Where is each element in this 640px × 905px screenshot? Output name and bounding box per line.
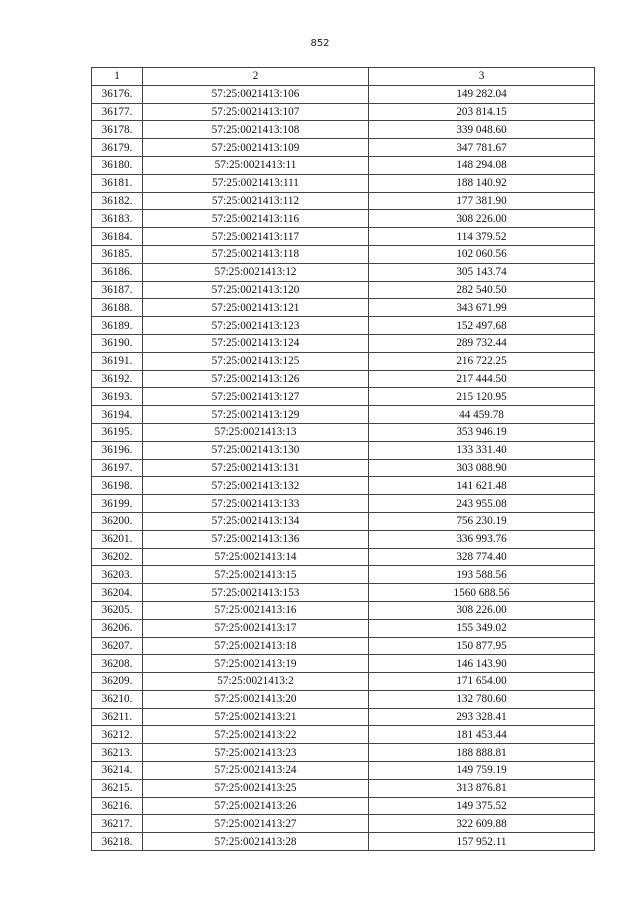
table-row bbox=[92, 85, 595, 103]
row-number-cell: 36207. bbox=[92, 637, 143, 655]
row-number-cell: 36187. bbox=[92, 281, 143, 299]
column-header-2: 2 bbox=[143, 68, 369, 86]
cadastral-value-cell: 336 993.76 bbox=[369, 530, 595, 548]
cadastral-value-cell: 141 621.48 bbox=[369, 477, 595, 495]
cadastral-number-cell: 57:25:0021413:131 bbox=[143, 459, 369, 477]
table-row bbox=[92, 174, 595, 192]
cadastral-value-cell: 216 722.25 bbox=[369, 352, 595, 370]
table-row bbox=[92, 334, 595, 352]
row-number-cell: 36217. bbox=[92, 815, 143, 833]
cadastral-number-cell: 57:25:0021413:11 bbox=[143, 156, 369, 174]
cadastral-value-cell: 353 946.19 bbox=[369, 423, 595, 441]
row-number-cell: 36176. bbox=[92, 85, 143, 103]
table-row bbox=[92, 726, 595, 744]
cadastral-value-cell: 756 230.19 bbox=[369, 512, 595, 530]
cadastral-value-cell: 293 328.41 bbox=[369, 708, 595, 726]
cadastral-value-cell: 305 143.74 bbox=[369, 263, 595, 281]
row-number-cell: 36177. bbox=[92, 103, 143, 121]
cadastral-value-cell: 152 497.68 bbox=[369, 317, 595, 335]
row-number-cell: 36214. bbox=[92, 762, 143, 780]
row-number-cell: 36218. bbox=[92, 833, 143, 851]
cadastral-value-cell: 328 774.40 bbox=[369, 548, 595, 566]
cadastral-value-cell: 215 120.95 bbox=[369, 388, 595, 406]
cadastral-number-cell: 57:25:0021413:2 bbox=[143, 673, 369, 691]
cadastral-value-cell: 308 226.00 bbox=[369, 601, 595, 619]
row-number-cell: 36191. bbox=[92, 352, 143, 370]
cadastral-number-cell: 57:25:0021413:112 bbox=[143, 192, 369, 210]
row-number-cell: 36201. bbox=[92, 530, 143, 548]
table-row bbox=[92, 406, 595, 424]
row-number-cell: 36215. bbox=[92, 779, 143, 797]
table-row bbox=[92, 477, 595, 495]
row-number-cell: 36213. bbox=[92, 744, 143, 762]
cadastral-value-cell: 133 331.40 bbox=[369, 441, 595, 459]
row-number-cell: 36186. bbox=[92, 263, 143, 281]
table-header-row bbox=[92, 68, 595, 86]
table-row bbox=[92, 601, 595, 619]
cadastral-value-cell: 149 282.04 bbox=[369, 85, 595, 103]
row-number-cell: 36181. bbox=[92, 174, 143, 192]
row-number-cell: 36192. bbox=[92, 370, 143, 388]
row-number-cell: 36208. bbox=[92, 655, 143, 673]
cadastral-value-cell: 102 060.56 bbox=[369, 245, 595, 263]
cadastral-number-cell: 57:25:0021413:12 bbox=[143, 263, 369, 281]
cadastral-number-cell: 57:25:0021413:111 bbox=[143, 174, 369, 192]
cadastral-number-cell: 57:25:0021413:27 bbox=[143, 815, 369, 833]
cadastral-number-cell: 57:25:0021413:124 bbox=[143, 334, 369, 352]
table-row bbox=[92, 690, 595, 708]
cadastral-value-cell: 303 088.90 bbox=[369, 459, 595, 477]
cadastral-number-cell: 57:25:0021413:108 bbox=[143, 121, 369, 139]
cadastral-number-cell: 57:25:0021413:16 bbox=[143, 601, 369, 619]
cadastral-number-cell: 57:25:0021413:118 bbox=[143, 245, 369, 263]
table-row bbox=[92, 530, 595, 548]
table-row bbox=[92, 459, 595, 477]
cadastral-number-cell: 57:25:0021413:117 bbox=[143, 228, 369, 246]
row-number-cell: 36209. bbox=[92, 673, 143, 691]
table-row bbox=[92, 121, 595, 139]
row-number-cell: 36180. bbox=[92, 156, 143, 174]
table-row bbox=[92, 655, 595, 673]
table-row bbox=[92, 299, 595, 317]
cadastral-value-cell: 217 444.50 bbox=[369, 370, 595, 388]
cadastral-number-cell: 57:25:0021413:19 bbox=[143, 655, 369, 673]
row-number-cell: 36182. bbox=[92, 192, 143, 210]
cadastral-number-cell: 57:25:0021413:23 bbox=[143, 744, 369, 762]
table-row bbox=[92, 192, 595, 210]
table-row bbox=[92, 584, 595, 602]
cadastral-number-cell: 57:25:0021413:126 bbox=[143, 370, 369, 388]
row-number-cell: 36196. bbox=[92, 441, 143, 459]
cadastral-value-cell: 155 349.02 bbox=[369, 619, 595, 637]
cadastral-number-cell: 57:25:0021413:26 bbox=[143, 797, 369, 815]
row-number-cell: 36204. bbox=[92, 584, 143, 602]
row-number-cell: 36202. bbox=[92, 548, 143, 566]
cadastral-number-cell: 57:25:0021413:22 bbox=[143, 726, 369, 744]
table-row bbox=[92, 637, 595, 655]
table-body bbox=[92, 85, 595, 850]
cadastral-number-cell: 57:25:0021413:107 bbox=[143, 103, 369, 121]
row-number-cell: 36199. bbox=[92, 495, 143, 513]
cadastral-value-cell: 150 877.95 bbox=[369, 637, 595, 655]
cadastral-value-cell: 188 140.92 bbox=[369, 174, 595, 192]
column-header-1: 1 bbox=[92, 68, 143, 86]
table-row bbox=[92, 744, 595, 762]
cadastral-number-cell: 57:25:0021413:132 bbox=[143, 477, 369, 495]
cadastral-number-cell: 57:25:0021413:14 bbox=[143, 548, 369, 566]
cadastral-value-cell: 347 781.67 bbox=[369, 139, 595, 157]
table-row bbox=[92, 495, 595, 513]
row-number-cell: 36203. bbox=[92, 566, 143, 584]
row-number-cell: 36189. bbox=[92, 317, 143, 335]
table-row bbox=[92, 441, 595, 459]
row-number-cell: 36211. bbox=[92, 708, 143, 726]
cadastral-number-cell: 57:25:0021413:125 bbox=[143, 352, 369, 370]
cadastral-value-cell: 157 952.11 bbox=[369, 833, 595, 851]
page-number: 852 bbox=[310, 38, 330, 49]
table-row bbox=[92, 566, 595, 584]
table-row bbox=[92, 548, 595, 566]
table-row bbox=[92, 797, 595, 815]
table-row bbox=[92, 423, 595, 441]
cadastral-number-cell: 57:25:0021413:25 bbox=[143, 779, 369, 797]
row-number-cell: 36188. bbox=[92, 299, 143, 317]
cadastral-value-cell: 243 955.08 bbox=[369, 495, 595, 513]
cadastral-number-cell: 57:25:0021413:120 bbox=[143, 281, 369, 299]
table-row bbox=[92, 156, 595, 174]
row-number-cell: 36184. bbox=[92, 228, 143, 246]
cadastral-value-cell: 171 654.00 bbox=[369, 673, 595, 691]
row-number-cell: 36193. bbox=[92, 388, 143, 406]
cadastral-value-cell: 289 732.44 bbox=[369, 334, 595, 352]
cadastral-number-cell: 57:25:0021413:15 bbox=[143, 566, 369, 584]
column-header-3: 3 bbox=[369, 68, 595, 86]
cadastral-number-cell: 57:25:0021413:21 bbox=[143, 708, 369, 726]
row-number-cell: 36179. bbox=[92, 139, 143, 157]
row-number-cell: 36198. bbox=[92, 477, 143, 495]
cadastral-value-cell: 313 876.81 bbox=[369, 779, 595, 797]
cadastral-number-cell: 57:25:0021413:121 bbox=[143, 299, 369, 317]
row-number-cell: 36178. bbox=[92, 121, 143, 139]
cadastral-value-cell: 343 671.99 bbox=[369, 299, 595, 317]
table-row bbox=[92, 673, 595, 691]
cadastral-number-cell: 57:25:0021413:136 bbox=[143, 530, 369, 548]
cadastral-value-cell: 114 379.52 bbox=[369, 228, 595, 246]
cadastral-number-cell: 57:25:0021413:13 bbox=[143, 423, 369, 441]
table-row bbox=[92, 281, 595, 299]
table-row bbox=[92, 512, 595, 530]
cadastral-value-cell: 148 294.08 bbox=[369, 156, 595, 174]
table-row bbox=[92, 245, 595, 263]
cadastral-number-cell: 57:25:0021413:109 bbox=[143, 139, 369, 157]
cadastral-number-cell: 57:25:0021413:123 bbox=[143, 317, 369, 335]
cadastral-value-cell: 132 780.60 bbox=[369, 690, 595, 708]
cadastral-number-cell: 57:25:0021413:129 bbox=[143, 406, 369, 424]
row-number-cell: 36212. bbox=[92, 726, 143, 744]
row-number-cell: 36183. bbox=[92, 210, 143, 228]
table-row bbox=[92, 708, 595, 726]
row-number-cell: 36195. bbox=[92, 423, 143, 441]
row-number-cell: 36194. bbox=[92, 406, 143, 424]
cadastral-value-cell: 181 453.44 bbox=[369, 726, 595, 744]
cadastral-value-cell: 322 609.88 bbox=[369, 815, 595, 833]
table-row bbox=[92, 263, 595, 281]
cadastral-value-cell: 44 459.78 bbox=[369, 406, 595, 424]
table-row bbox=[92, 779, 595, 797]
table-row bbox=[92, 619, 595, 637]
row-number-cell: 36197. bbox=[92, 459, 143, 477]
cadastral-value-cell: 308 226.00 bbox=[369, 210, 595, 228]
cadastral-number-cell: 57:25:0021413:134 bbox=[143, 512, 369, 530]
table-row bbox=[92, 370, 595, 388]
cadastral-number-cell: 57:25:0021413:133 bbox=[143, 495, 369, 513]
cadastral-number-cell: 57:25:0021413:130 bbox=[143, 441, 369, 459]
row-number-cell: 36205. bbox=[92, 601, 143, 619]
table-row bbox=[92, 833, 595, 851]
table-row bbox=[92, 352, 595, 370]
cadastral-value-cell: 339 048.60 bbox=[369, 121, 595, 139]
cadastral-value-cell: 282 540.50 bbox=[369, 281, 595, 299]
table-row bbox=[92, 388, 595, 406]
table-row bbox=[92, 762, 595, 780]
row-number-cell: 36190. bbox=[92, 334, 143, 352]
cadastral-number-cell: 57:25:0021413:116 bbox=[143, 210, 369, 228]
row-number-cell: 36206. bbox=[92, 619, 143, 637]
table-row bbox=[92, 228, 595, 246]
row-number-cell: 36185. bbox=[92, 245, 143, 263]
cadastral-value-cell: 193 588.56 bbox=[369, 566, 595, 584]
cadastral-value-cell: 203 814.15 bbox=[369, 103, 595, 121]
cadastral-number-cell: 57:25:0021413:153 bbox=[143, 584, 369, 602]
row-number-cell: 36210. bbox=[92, 690, 143, 708]
cadastral-value-table bbox=[91, 67, 595, 851]
cadastral-number-cell: 57:25:0021413:106 bbox=[143, 85, 369, 103]
cadastral-number-cell: 57:25:0021413:17 bbox=[143, 619, 369, 637]
cadastral-number-cell: 57:25:0021413:20 bbox=[143, 690, 369, 708]
cadastral-value-cell: 1560 688.56 bbox=[369, 584, 595, 602]
cadastral-number-cell: 57:25:0021413:28 bbox=[143, 833, 369, 851]
cadastral-value-cell: 149 759.19 bbox=[369, 762, 595, 780]
table-row bbox=[92, 139, 595, 157]
table-row bbox=[92, 210, 595, 228]
cadastral-value-cell: 188 888.81 bbox=[369, 744, 595, 762]
cadastral-number-cell: 57:25:0021413:127 bbox=[143, 388, 369, 406]
cadastral-value-cell: 177 381.90 bbox=[369, 192, 595, 210]
row-number-cell: 36216. bbox=[92, 797, 143, 815]
cadastral-value-cell: 149 375.52 bbox=[369, 797, 595, 815]
table-row bbox=[92, 317, 595, 335]
cadastral-value-cell: 146 143.90 bbox=[369, 655, 595, 673]
table-row bbox=[92, 815, 595, 833]
cadastral-number-cell: 57:25:0021413:18 bbox=[143, 637, 369, 655]
table-row bbox=[92, 103, 595, 121]
cadastral-number-cell: 57:25:0021413:24 bbox=[143, 762, 369, 780]
row-number-cell: 36200. bbox=[92, 512, 143, 530]
